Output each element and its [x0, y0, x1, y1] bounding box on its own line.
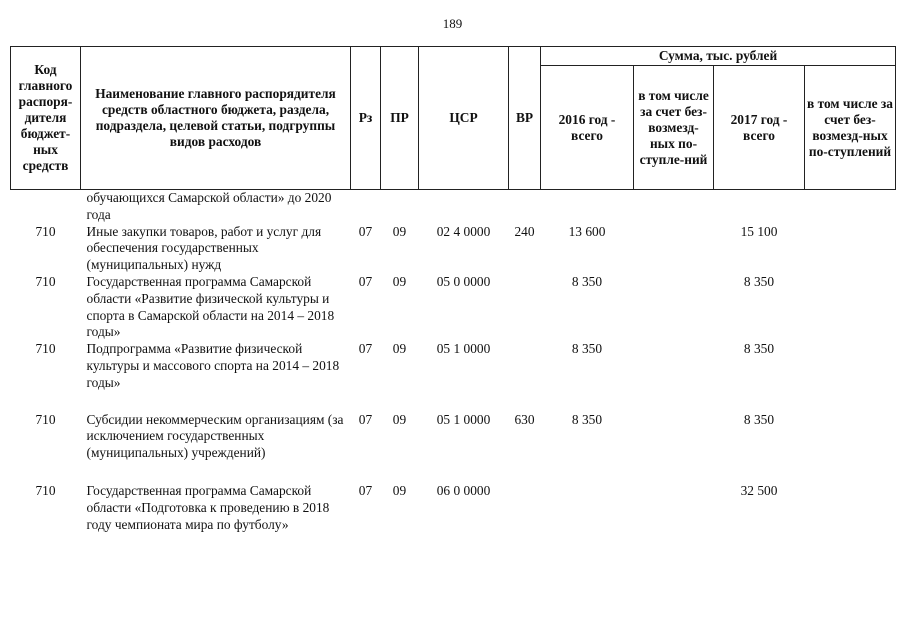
cell-grants-2016	[634, 190, 714, 224]
cell-name: Подпрограмма «Развитие физической культуры и массового спорта на 2014 – 2018 годы»	[86, 341, 340, 390]
cell-rz	[351, 190, 381, 224]
cell-csr: 05 1 0000	[436, 411, 491, 427]
header-2016-total: 2016 год - всего	[541, 66, 634, 190]
cell-csr: 02 4 0000	[436, 223, 491, 239]
cell-grants-2016	[634, 483, 714, 533]
header-csr: ЦСР	[419, 47, 509, 190]
cell-rz: 07	[358, 482, 373, 498]
header-name: Наименование главного распорядителя средств областного бюджета, раздела, подраздела, целевой статьи, подгруппы видов расходов	[81, 47, 351, 190]
cell-rz: 07	[358, 341, 373, 357]
cell-grants-2016	[634, 341, 714, 411]
cell-grants-2016	[634, 274, 714, 341]
cell-grants-2017	[805, 341, 896, 411]
cell-sum-2017: 8 350	[743, 411, 775, 427]
cell-sum-2016	[541, 190, 634, 224]
cell-pr: 09	[392, 223, 407, 239]
table-header	[11, 47, 896, 190]
budget-table	[10, 46, 896, 533]
cell-vr: 630	[514, 411, 535, 427]
header-2017-grants: в том числе за счет без-возмезд-ных по-ступлений	[805, 66, 896, 190]
cell-grants-2017	[805, 224, 896, 274]
cell-name: Субсидии некоммерческим организациям (за исключением государственных (муниципальных) учреждений)	[86, 411, 344, 461]
page-number: 189	[442, 16, 463, 31]
cell-sum-2017: 15 100	[740, 223, 778, 239]
cell-sum-2016	[541, 483, 634, 533]
header-2017-total: 2017 год - всего	[714, 66, 805, 190]
table-row	[11, 190, 896, 224]
cell-rz: 07	[358, 273, 373, 289]
cell-pr: 09	[392, 482, 407, 498]
cell-sum-2017: 8 350	[743, 273, 775, 289]
cell-rz: 07	[358, 411, 373, 427]
header-vr: ВР	[509, 47, 541, 190]
cell-name: обучающихся Самарской области» до 2020 года	[86, 190, 332, 222]
cell-grants-2016	[634, 412, 714, 483]
cell-csr: 05 1 0000	[436, 341, 491, 357]
header-pr: ПР	[381, 47, 419, 190]
cell-grants-2016	[634, 224, 714, 274]
cell-code: 710	[35, 273, 56, 289]
cell-csr	[419, 190, 509, 224]
cell-sum-2017	[714, 190, 805, 224]
cell-sum-2016: 8 350	[571, 273, 603, 289]
cell-vr: 240	[514, 223, 535, 239]
cell-vr	[509, 190, 541, 224]
table-row	[11, 224, 896, 274]
table-row	[11, 274, 896, 341]
cell-vr	[509, 483, 541, 533]
cell-code	[11, 190, 81, 224]
cell-vr	[509, 274, 541, 341]
table-body	[11, 190, 896, 534]
cell-name: Государственная программа Самарской области «Подготовка к проведению в 2018 году чемпионата мира по футболу»	[86, 482, 330, 532]
cell-csr: 05 0 0000	[436, 273, 491, 289]
cell-rz: 07	[358, 223, 373, 239]
cell-grants-2017	[805, 190, 896, 224]
cell-pr: 09	[392, 273, 407, 289]
table-row	[11, 412, 896, 483]
table-row	[11, 483, 896, 533]
cell-sum-2016: 13 600	[568, 223, 606, 239]
cell-sum-2017: 8 350	[743, 341, 775, 357]
header-rz: Рз	[351, 47, 381, 190]
table-row	[11, 341, 896, 411]
cell-code: 710	[35, 482, 56, 498]
cell-code: 710	[35, 341, 56, 357]
cell-pr: 09	[392, 341, 407, 357]
header-code: Код главного распоря-дителя бюджет-ных средств	[11, 47, 81, 190]
cell-name: Иные закупки товаров, работ и услуг для обеспечения государственных (муниципальных) нужд	[86, 223, 322, 273]
cell-sum-2017: 32 500	[740, 482, 778, 498]
cell-grants-2017	[805, 274, 896, 341]
cell-code: 710	[35, 223, 56, 239]
header-2016-grants: в том числе за счет без-возмезд-ных по-ступле-ний	[634, 66, 714, 190]
cell-pr	[381, 190, 419, 224]
cell-grants-2017	[805, 483, 896, 533]
cell-sum-2016: 8 350	[571, 411, 603, 427]
header-sum-group: Сумма, тыс. рублей	[541, 47, 896, 66]
cell-sum-2016: 8 350	[571, 341, 603, 357]
cell-code: 710	[35, 411, 56, 427]
cell-csr: 06 0 0000	[436, 482, 491, 498]
cell-pr: 09	[392, 411, 407, 427]
cell-vr	[509, 341, 541, 411]
cell-grants-2017	[805, 412, 896, 483]
cell-name: Государственная программа Самарской области «Развитие физической культуры и спорта в Самарской области на 2014 – 2018 годы»	[86, 273, 335, 340]
